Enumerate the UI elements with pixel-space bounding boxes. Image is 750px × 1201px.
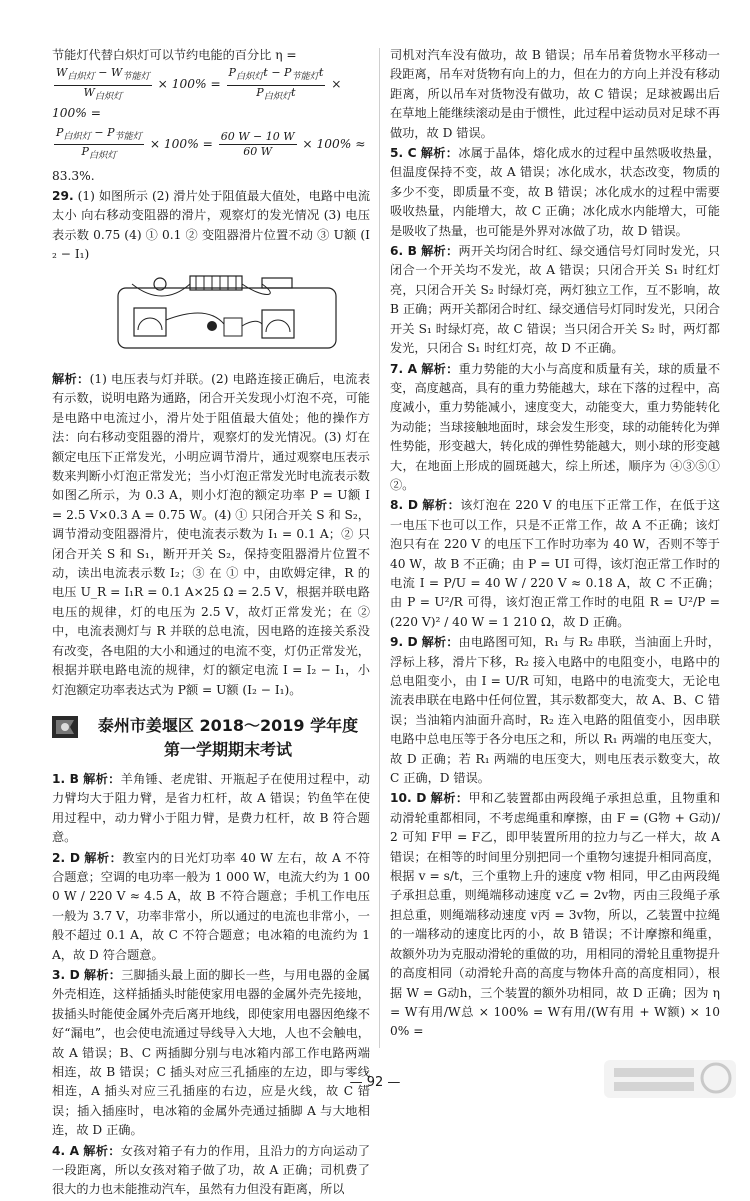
intro-formula-1: $\frac{W_{白炽灯} - W_{节能灯}}{W_{白炽灯}}$ × 100% = $\frac{P_{白炽灯}t - P_{节能灯}t}{P_{白炽灯}t}$ × 100% = — [52, 66, 342, 120]
q9-analysis: 由电路图可知，R₁ 与 R₂ 串联，当油面上升时，浮标上移，滑片下移，R₂ 接入电路中的电阻变小，电路中的总电阻变小，由 I = U/R 可知，电路中的电流变大，无论电流表串联在电路中任何位置，其示数都变大，故 A、B、C 错误；当油箱内油面升高时，R₂ 连入电路的阻值变小，因串联电路中总电压等于各分电压之和，所以 R₁ 两端的电压变大，故 D 正确；若 R₁ 两端的电压变大，则电压表示数变大，故 C 正确，D 错误。 — [390, 635, 720, 786]
circuit-figure — [112, 270, 342, 358]
q7-analysis: 重力势能的大小与高度和质量有关，球的质量不变，高度越高，具有的重力势能越大，球在下落的过程中，高度减小，重力势能减小，速度变大，动能变大，重力势能转化为动能；当球接触地面时，球会发生形变，球的动能转化为弹性势能，形变越大，转化成的弹性势能越大，则小球的形变越大，在地面上形成的圆斑越大，综上所述，顺序为 ④③⑤①②。 — [390, 361, 721, 492]
fraction: $\frac{W_{白炽灯} - W_{节能灯}}{W_{白炽灯}}$ — [56, 66, 150, 102]
right-column — [390, 46, 720, 1043]
fraction: $\frac{60 W - 10 W}{60 W}$ — [220, 130, 295, 159]
q29-answer-text: (1) 如图所示 (2) 滑片处于阻值最大值处，电路中电流太小 向右移动变阻器的滑片，观察灯的发光情况 (3) 电压表示数 0.75 (4) ① 0.1 ② 变阻器滑片位置不动 ③ U额 (I₂ − I₁) — [52, 188, 371, 262]
left-column — [52, 46, 370, 1201]
intro-formula-2: $\frac{P_{白炽灯} - P_{节能灯}}{P_{白炽灯}}$ × 100% = $\frac{60 W - 10 W}{60 W}$ × 100% ≈ — [56, 126, 366, 162]
q2-item — [52, 849, 370, 965]
fraction: $\frac{P_{白炽灯} - P_{节能灯}}{P_{白炽灯}}$ — [56, 126, 142, 162]
analysis-label: 解析： — [421, 244, 459, 259]
q8-item — [390, 496, 720, 632]
q1-number: 1. B — [52, 771, 79, 786]
q4-number: 4. A — [52, 1143, 80, 1158]
analysis-label: 解析： — [422, 498, 461, 513]
page-number: — 92 — — [349, 1075, 401, 1090]
q4-item — [52, 1142, 370, 1200]
watermark-logo-icon — [604, 1058, 736, 1100]
section-header — [52, 714, 370, 762]
q6-number: 6. B — [390, 244, 417, 259]
q5-number: 5. C — [390, 146, 417, 161]
analysis-label: 解析： — [83, 967, 122, 982]
section-title — [86, 714, 370, 762]
q2-number: 2. D — [52, 850, 80, 865]
q1-analysis: 羊角锤、老虎钳、开瓶起子在使用过程中，动力臂均大于阻力臂，是省力杠杆，故 A 错误；钓鱼竿在使用过程中，动力臂小于阻力臂，是费力杠杆，故 B 符合题意。 — [52, 771, 371, 845]
q8-analysis: 该灯泡在 220 V 的电压下正常工作，在低于这一电压下也可以工作，只是不正常工作，故 A 不正确；该灯泡只有在 220 V 的电压下工作时功率为 40 W，否则不等于 40 W，故 B 不正确；由 P = UI 可得，该灯泡正常工作时的电流 I = P/U = 40 W / 220 V ≈ 0.18 A，故 C 不正确；由 P = U²/R 可得，该灯泡正常工作时的电阻 R = U²/P = (220 V)² / 40 W = 1 210 Ω，故 D 正确。 — [390, 498, 720, 629]
section-badge-icon — [52, 716, 78, 738]
q9-item — [390, 633, 720, 788]
analysis-label: 解析： — [83, 1143, 121, 1158]
q4-continued: 司机对汽车没有做功，故 B 错误；吊车吊着货物水平移动一段距离，吊车对货物有向上的力，但在力的方向上并没有移动距离，所以吊车对货物没有做功，故 C 错误；足球被踢出后在草地上能继续滚动是由于惯性，此过程中运动员对足球不再做功，故 D 错误。 — [390, 48, 720, 140]
q9-number: 9. D — [390, 635, 418, 650]
fraction: $\frac{P_{白炽灯}t - P_{节能灯}t}{P_{白炽灯}t}$ — [228, 66, 324, 102]
intro-line-1: 节能灯代替白炽灯可以节约电能的百分比 η = — [52, 48, 297, 62]
q3-item — [52, 966, 370, 1141]
q10-analysis: 甲和乙装置都由两段绳子承担总重，且物重和动滑轮重都相同，不考虑绳重和摩擦，由 F = (G物 + G动)/2 可知 F甲 = F乙，即甲装置所用的拉力与乙一样大，故 A 错误；在相等的时间里分别把同一个重物匀速提升相同高度，根据 v = s/t，三个重物上升的速度 v物 相同，甲乙由两段绳子承担总重，则绳端移动速度 v乙 = 2v物，丙由三段绳子承担总重，则绳端移动速度 v丙 = 3v物，所以，乙装置中拉绳的一端移动的速度比丙的小，故 B 错误；不计摩擦和绳重，故额外功为克服动滑轮的重做的功，用相同的滑轮且重物提升的高度相同（动滑轮升高的高度与物体升高的高度相同），根据 W = G动h，三个装置的额外功相同，故 D 正确；因为 η = W有用/W总 × 100% = W有用/(W有用 + W额) × 100% = — [390, 791, 721, 1039]
section-title-line-2: 第一学期期末考试 — [163, 739, 292, 759]
q1-item — [52, 770, 370, 848]
q29-answer — [52, 187, 370, 265]
analysis-label: 解析： — [420, 146, 459, 161]
q8-number: 8. D — [390, 498, 418, 513]
analysis-label: 解析： — [430, 791, 469, 806]
analysis-label: 解析： — [83, 771, 121, 786]
q10-number: 10. D — [390, 791, 427, 806]
q7-item — [390, 360, 720, 496]
q7-number: 7. A — [390, 361, 418, 376]
q4-analysis: 女孩对箱子有力的作用，且沿力的方向运动了一段距离，所以女孩对箱子做了功，故 A 正确；司机费了很大的力也未能推动汽车，虽然有力但没有距离，所以 — [52, 1143, 371, 1197]
q3-number: 3. D — [52, 967, 80, 982]
analysis-label: 解析： — [84, 850, 123, 865]
q10-item — [390, 789, 720, 1041]
q3-analysis: 三脚插头最上面的脚长一些，与用电器的金属外壳相连，这样插插头时能使家用电器的金属外壳先接地，拔插头时能使金属外壳后离开地线，即使家用电器因绝缘不好“漏电”，也会使电流通过导线导入大地，人也不会触电，故 A 错误；B、C 两插脚分别与电冰箱内部工作电路两端相连，故 B 错误；C 插头对应三孔插座的左边，即与零线相连，A 插头对应三孔插座的右边，应是火线，故 C 错误；插入插座时，电冰箱的金属外壳通过插脚 A 与大地相连，故 D 正确。 — [52, 967, 370, 1138]
q29-analysis — [52, 370, 370, 700]
q5-analysis: 冰属于晶体，熔化成水的过程中虽然吸收热量，但温度保持不变，故 A 错误；冰化成水，状态改变，物质的多少不变，即质量不变，故 B 错误；冰化成水的过程中需要吸收热量，内能增大，故 C 正确；冰化成水内能增大，可能是吸收了热量，也可能是外界对冰做了功，故 D 错误。 — [390, 146, 721, 238]
section-title-line-1: 泰州市姜堰区 2018～2019 学年度 — [97, 715, 359, 735]
q6-item — [390, 242, 720, 358]
analysis-label: 解析： — [421, 635, 459, 650]
q6-analysis: 两开关均闭合时红、绿交通信号灯同时发光，只闭合一个开关均不发光，故 A 错误；只闭合开关 S₁ 时红灯亮，只闭合开关 S₂ 时绿灯亮，两灯独立工作，互不影响，故 B 正确；两开关都闭合时红、绿交通信号灯同时发光，只闭合开关 S₁ 时绿灯亮，故 C 错误；当只闭合开关 S₂ 时，两灯都发光，只闭合 S₁ 时红灯亮，故 D 不正确。 — [390, 244, 720, 356]
column-divider — [379, 48, 380, 1048]
analysis-label: 解析： — [421, 361, 459, 376]
q29-analysis-text: (1) 电压表与灯并联。(2) 电路连接正确后，电流表有示数，说明电路为通路，闭合开关发现小灯泡不亮，可能是电路中电流过小，滑片处于阻值最大值处；他的操作方法：向右移动变阻器的滑片，观察灯的发光情况。(3) 灯在额定电压下正常发光，小明应调节滑片，通过观察电压表示数来判断小灯泡正常发光；当小灯泡正常发光时电流表示数如图乙所示，为 0.3 A，则小灯泡的额定功率 P = U额 I = 2.5 V×0.3 A = 0.75 W。(4) ① 只闭合开关 S 和 S₂，调节滑动变阻器滑片，使电流表示数为 I₁ = 0.1 A；② 只闭合开关 S 和 S₁，断开开关 S₂，保持变阻器滑片位置不动，读出电流表示数 I₂；③ 在 ① 中，由欧姆定律，R 的电压 U_R = I₁R = 0.1 A×25 Ω = 2.5 V，根据并联电路电压的规律，灯的电压为 2.5 V，故灯正常发光；在 ② 中，电流表测灯与 R 并联的总电流，因电路的连接关系没有改变，各电阻的大小和通过的电流不变，灯仍正常发光，根据并联电路电流的规律，灯的额定电流 I = I₂ − I₁，小灯泡额定功率表达式为 P额 = U额 (I₂ − I₁)。 — [52, 372, 371, 697]
intro-result: 83.3%. — [52, 168, 95, 183]
q29-number: 29. — [52, 188, 74, 203]
q5-item — [390, 144, 720, 241]
q2-analysis: 教室内的日光灯功率 40 W 左右，故 A 不符合题意；空调的电功率一般为 1 000 W，电流大约为 1 000 W / 220 V ≈ 4.5 A，故 B 不符合题意；手机工作电压一般为 3.7 V，功率非常小，所以通过的电流也非常小，一般不超过 0.1 A，故 C 不符合题意；电冰箱的电流约为 1 A，故 D 符合题意。 — [52, 850, 370, 962]
analysis-label: 解析： — [52, 372, 90, 386]
